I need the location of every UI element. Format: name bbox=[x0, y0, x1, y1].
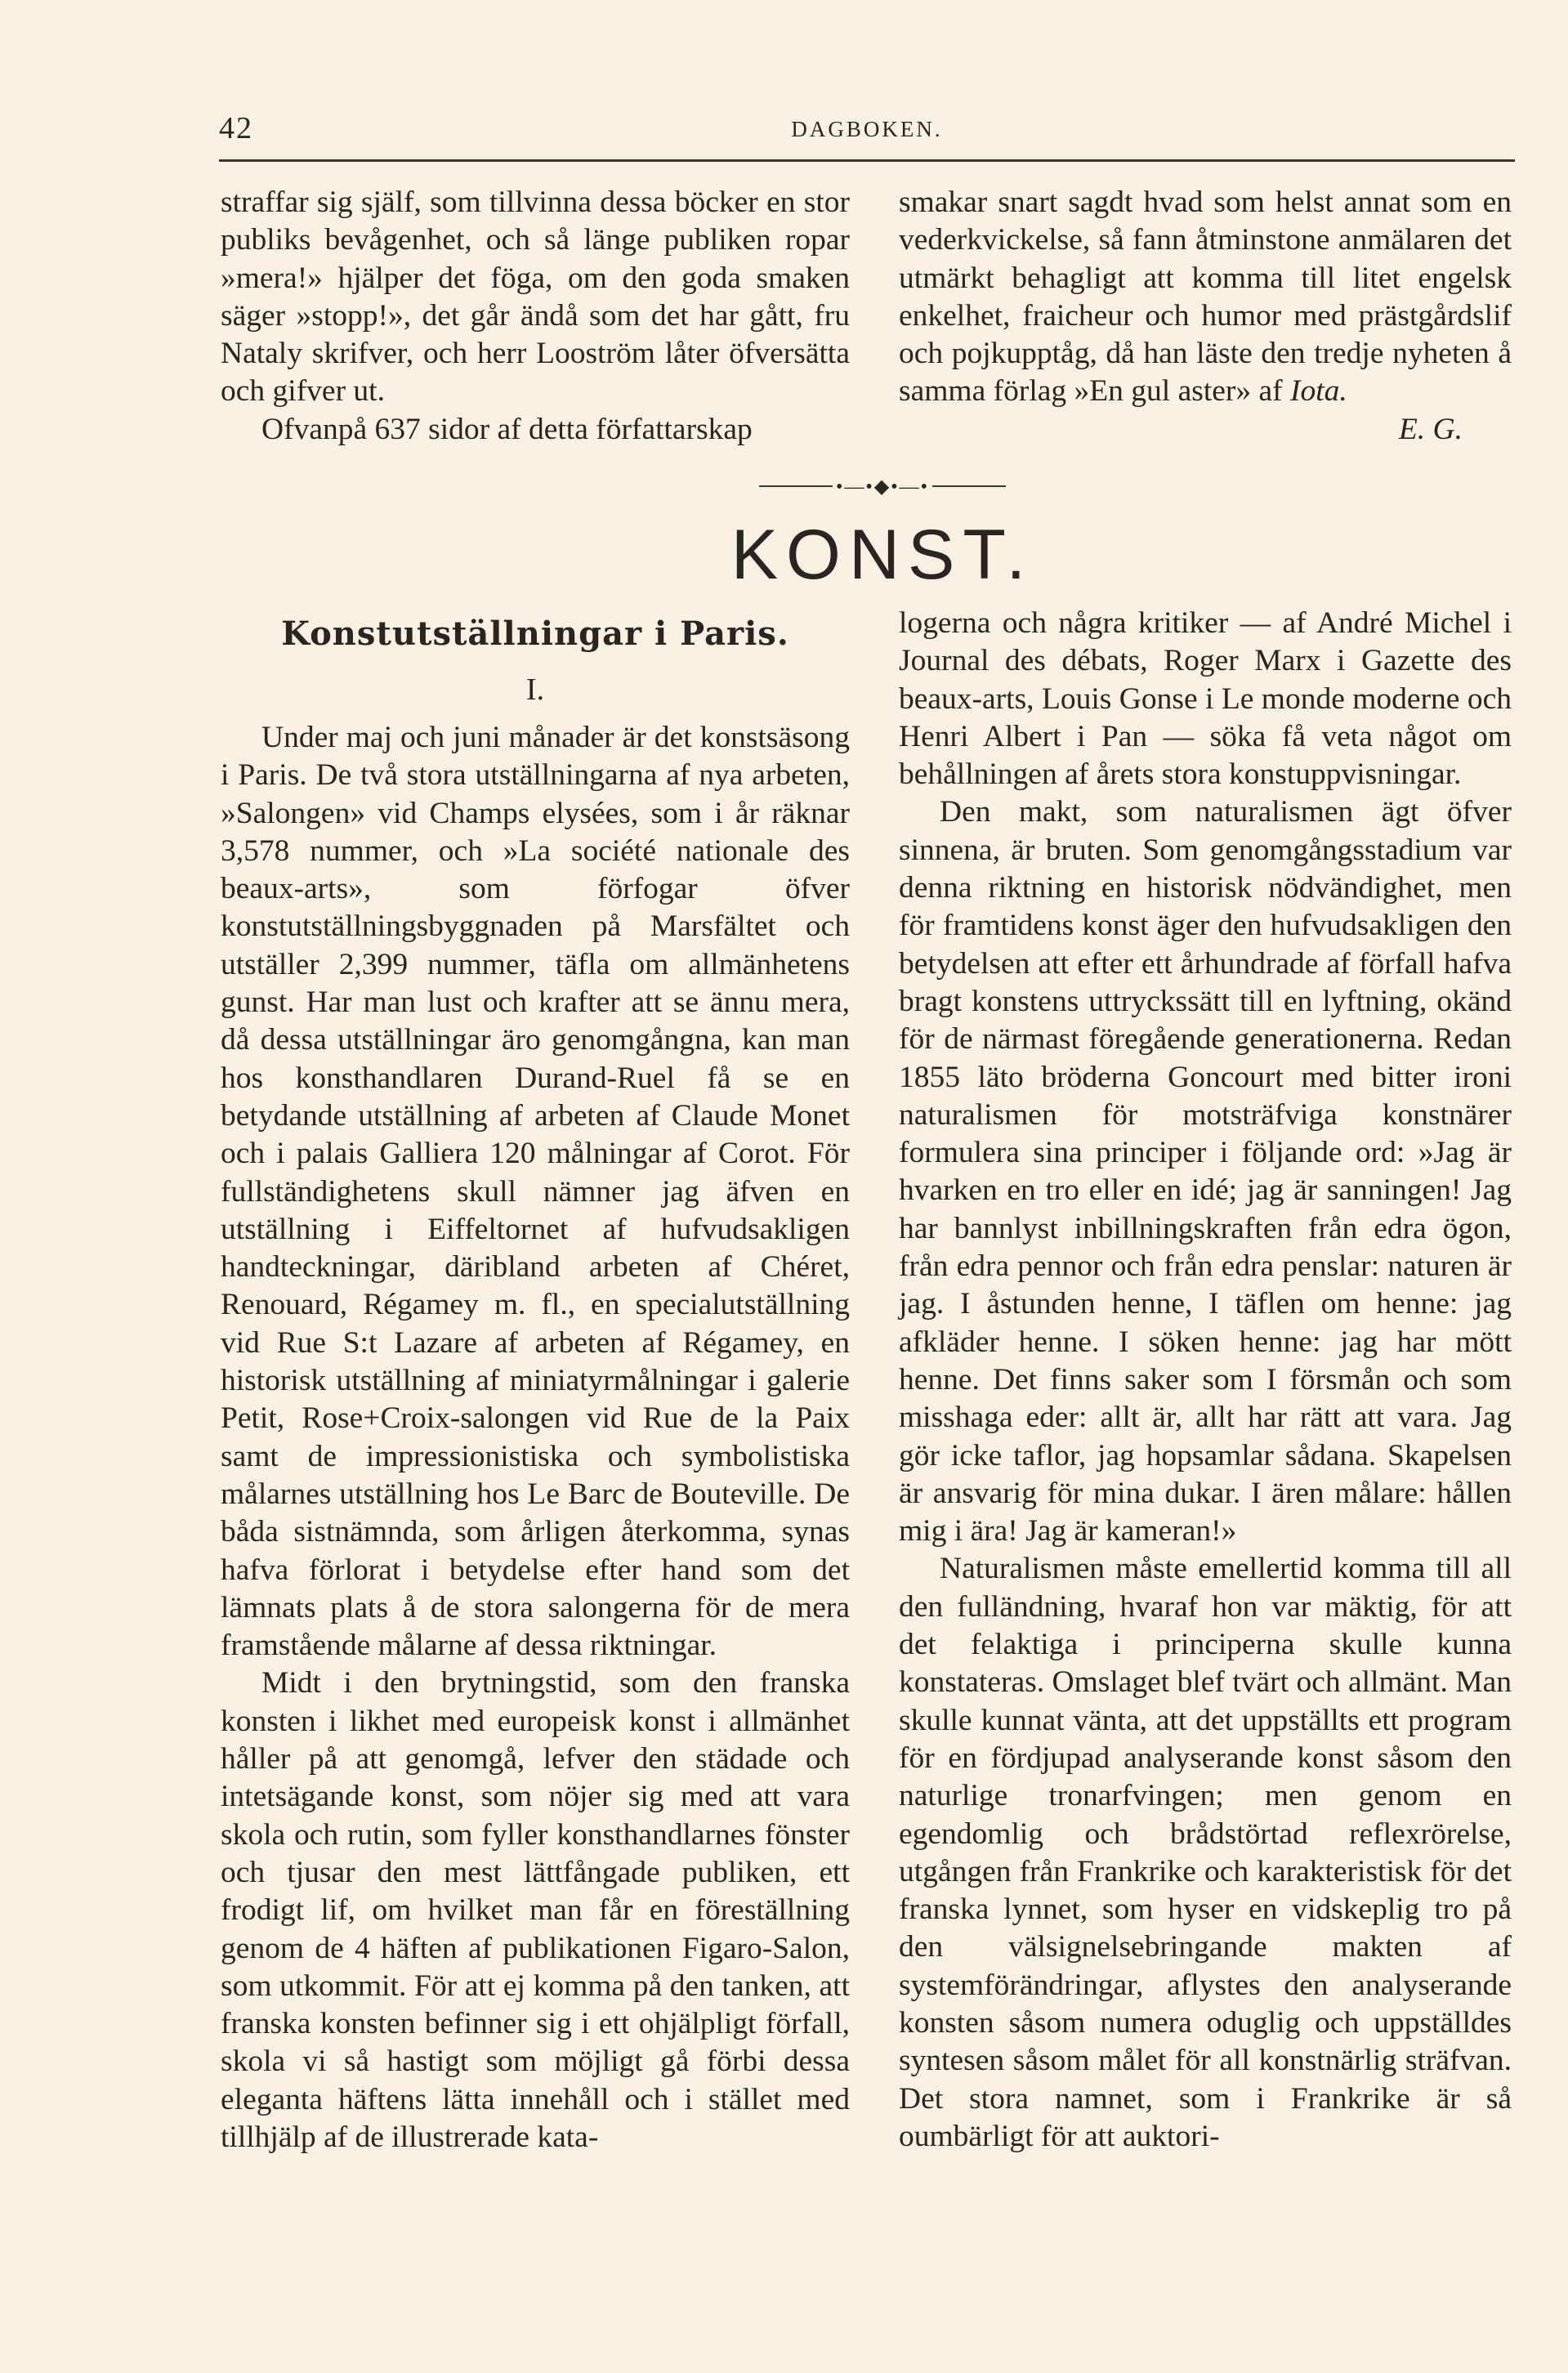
section-divider-ornament bbox=[719, 474, 1046, 498]
review-text: smakar snart sagdt hvad som helst annat som en vederkvickelse, så fann åtminstone anmälaren det utmärkt behagligt att komma till litet engelsk enkelhet, fraicheur och humor med prästgårdslif och pojkupptåg, då han läste den tredje nyheten å samma förlag »En gul aster» af bbox=[899, 185, 1512, 409]
article-column-left bbox=[221, 719, 850, 2156]
page-number: 42 bbox=[219, 111, 253, 145]
article-paragraph: Naturalismen måste emellertid komma till all den fulländning, hvaraf hon var mäktig, för att det felaktiga i principerna skulle kunna konstateras. Omslaget blef tvärt och allmänt. Man skulle kunnat vänta, att det uppställts ett program för en fördjupad analyserande konst såsom den naturlige tronarfvingen; men genom en egendomlig och brådstörtad reflexrörelse, utgången från Frankrike och karakteristisk för det franska lynnet, som hyser en vidskeplig tro på den välsignelsebringande makten af systemförändringar, aflystes den analyserande konsten såsom numera oduglig och uppställdes syntesen såsom målet för all konstnärlig sträfvan. Det stora namnet, som i Frankrike är så oumbärligt för att auktori- bbox=[899, 1552, 1512, 2153]
article-paragraph: Under maj och juni månader är det konstsäsong i Paris. De två stora utställningarna af nya arbeten, »Salongen» vid Champs elysées, som i år räknar 3,578 nummer, och »La société nationale des beaux-arts», som förfogar öfver konstutställningsbyggnaden på Marsfältet och utställer 2,399 nummer, täfla om allmänhetens gunst. Har man lust och krafter att se ännu mera, då dessa utställningar äro genomgångna, kan man hos konsthandlaren Durand-Ruel få se en betydande utställning af arbeten af Claude Monet och i palais Galliera 120 målningar af Corot. För fullständighetens skull nämner jag äfven en utställning i Eiffeltornet af hufvudsakligen handteckningar, däribland arbeten af Chéret, Renouard, Régamey m. fl., en specialutställning vid Rue S:t Lazare af arbeten af Régamey, en historisk utställning af miniatyrmålningar i galerie Petit, Rose+Croix-salongen vid Rue de la Paix samt de impressionistiska och symbolistiska målarnes utställning hos Le Barc de Bouteville. De båda sistnämnda, som årligen återkomma, synas hafva förlorat i betydelse efter hand som det lämnats plats å de stora salongerna för de mera framstående målarne af dessa riktningar. bbox=[221, 721, 850, 1663]
article-paragraph: Midt i den brytningstid, som den franska konsten i likhet med europeisk konst i allmänhet håller på att genomgå, lefver den städade och intetsägande konst, som nöjer sig med att vara skola och rutin, som fyller konsthandlarnes fönster och tjusar den mest lättfångade publiken, ett frodigt lif, om hvilket man får en föreställning genom de 4 häften af publikationen Figaro-Salon, som utkommit. För att ej komma på den tanken, att franska konsten befinner sig i ett ohjälpligt förfall, skola vi så hastigt som möjligt gå förbi dessa eleganta häftens lätta innehåll och i stället med tillhjälp af de illustrerade kata- bbox=[221, 1666, 850, 2154]
article-paragraph: Den makt, som naturalismen ägt öfver sinnena, är bruten. Som genomgångsstadium var denna riktning en historisk nödvändighet, men för framtidens konst äger den hufvudsakligen den betydelsen att efter ett århundrade af förfall hafva bragt konstens uttryckssätt till en lyftning, okänd för de närmast föregående generationerna. Redan 1855 läto bröderna Goncourt med bitter ironi naturalismen för motsträfviga konstnärer formulera sina principer i följande ord: »Jag är hvarken en tro eller en idé; jag är sanningen! Jag har bannlyst inbillningskraften från edra ögon, från edra pennor och från edra penslar: naturen är jag. I åstunden henne, I täflen om henne: jag afkläder henne. I söken henne: jag har mött henne. Det finns saker som I försmån och som misshaga eder: allt är, allt har rätt att vara. Jag gör icke taflor, jag hopsamlar sådana. Skapelsen är ansvarig för mina dukar. I ären målare: hållen mig i ära! Jag är kameran!» bbox=[899, 795, 1512, 1548]
review-paragraph: Ofvanpå 637 sidor af detta författarskap bbox=[261, 412, 753, 446]
review-paragraph: straffar sig själf, som tillvinna dessa böcker en stor publiks bevågenhet, och så länge publiken ropar »mera!» hjälper det föga, om den goda smaken säger »stopp!», det går ändå som det har gått, fru Nataly skrifver, och herr Looström låter öfversätta och gifver ut. bbox=[221, 185, 850, 409]
review-author-name: Iota. bbox=[1290, 374, 1347, 409]
article-column-right bbox=[899, 605, 1512, 2156]
review-signature-row bbox=[899, 411, 1512, 449]
running-title: DAGBOKEN. bbox=[791, 117, 943, 141]
review-continuation-right bbox=[899, 184, 1512, 449]
review-signature: E. G. bbox=[1398, 412, 1463, 446]
divider-glyph: •—•◆•—• bbox=[835, 476, 930, 498]
page-header bbox=[219, 110, 1515, 162]
article-part-number: I. bbox=[525, 673, 545, 707]
review-continuation-left bbox=[221, 184, 850, 449]
review-paragraph bbox=[899, 184, 1512, 411]
section-title: KONST. bbox=[730, 516, 1034, 594]
article-paragraph: logerna och några kritiker — af André Michel i Journal des débats, Roger Marx i Gazette des beaux-arts, Louis Gonse i Le monde moderne och Henri Albert i Pan — söka få veta något om behållningen af årets stora konstuppvisningar. bbox=[899, 606, 1512, 792]
divider-line bbox=[932, 485, 1006, 487]
article-title: Konstutställningar i Paris. bbox=[281, 614, 789, 653]
divider-line bbox=[759, 485, 833, 487]
